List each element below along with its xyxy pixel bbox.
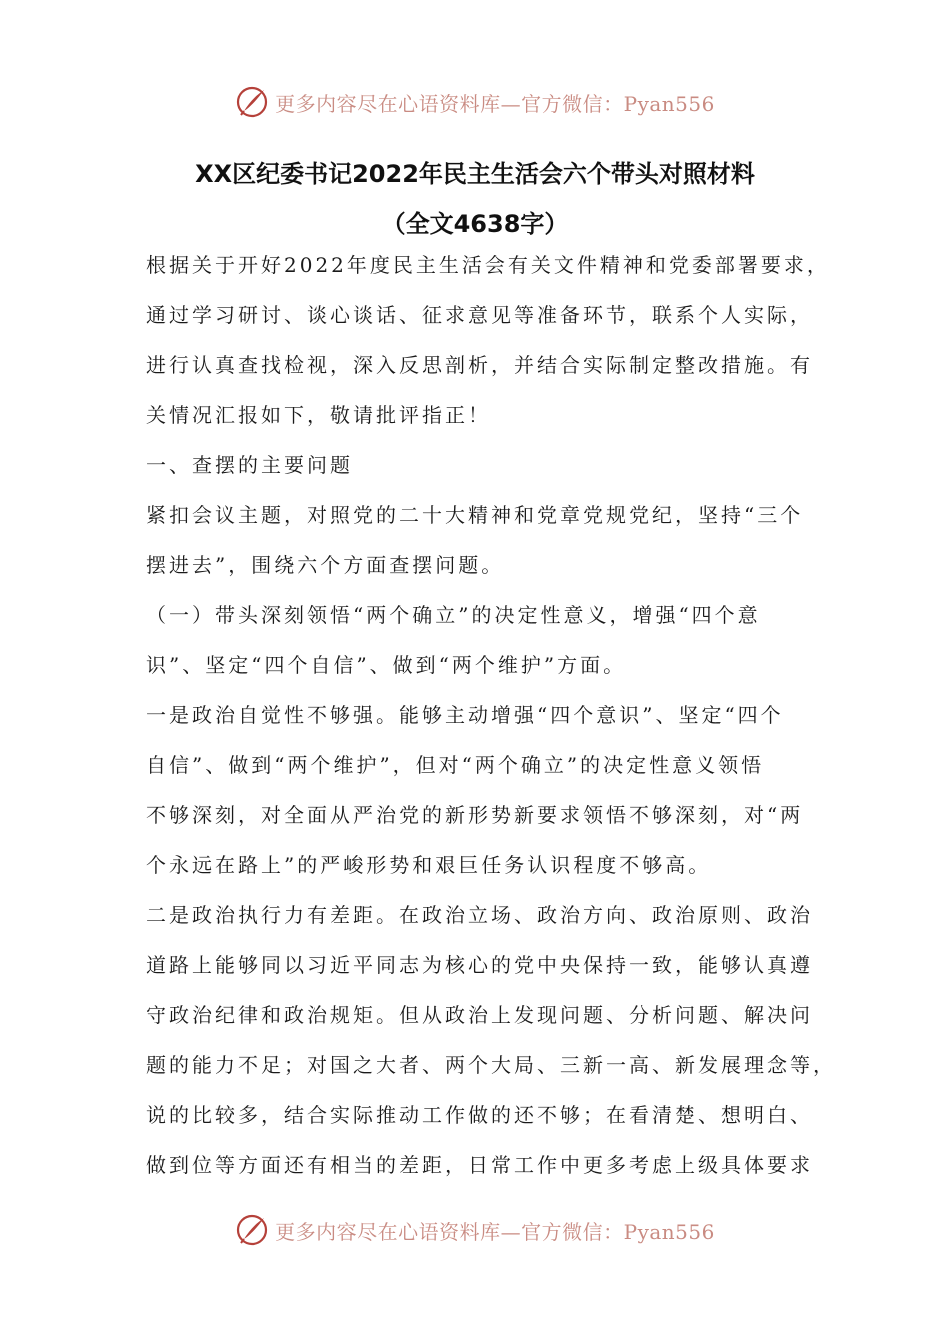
watermark-text: 更多内容尽在心语资料库—官方微信：Pyan556	[275, 1219, 715, 1244]
document-title: XX区纪委书记2022年民主生活会六个带头对照材料	[195, 160, 755, 188]
body-line: 根据关于开好2022年度民主生活会有关文件精神和党委部署要求，	[146, 253, 830, 277]
body-line: 自信”、做到“两个维护”，但对“两个确立”的决定性意义领悟	[146, 753, 765, 777]
body-line: 做到位等方面还有相当的差距，日常工作中更多考虑上级具体要求	[146, 1153, 813, 1177]
body-line: 二是政治执行力有差距。在政治立场、政治方向、政治原则、政治	[146, 903, 813, 927]
watermark-text: 更多内容尽在心语资料库—官方微信：Pyan556	[275, 91, 715, 116]
body-line: 个永远在路上”的严峻形势和艰巨任务认识程度不够高。	[146, 853, 712, 877]
document-subtitle: （全文4638字）	[381, 210, 569, 238]
section-heading: 一、查摆的主要问题	[146, 453, 353, 477]
body-line: 题的能力不足；对国之大者、两个大局、三新一高、新发展理念等，	[146, 1053, 836, 1077]
body-line: 一是政治自觉性不够强。能够主动增强“四个意识”、坚定“四个	[146, 703, 784, 727]
body-line: 不够深刻，对全面从严治党的新形势新要求领悟不够深刻，对“两	[146, 803, 804, 827]
body-line: 道路上能够同以习近平同志为核心的党中央保持一致，能够认真遵	[146, 953, 813, 977]
body-line: 守政治纪律和政治规矩。但从政治上发现问题、分析问题、解决问	[146, 1003, 813, 1027]
header-watermark	[0, 80, 950, 124]
body-line: 关情况汇报如下，敬请批评指正！	[146, 403, 491, 427]
quill-logo-icon	[235, 1213, 269, 1247]
body-line: 进行认真查找检视，深入反思剖析，并结合实际制定整改措施。有	[146, 353, 813, 377]
body-line: 通过学习研讨、谈心谈话、征求意见等准备环节，联系个人实际，	[146, 303, 813, 327]
body-line: 摆进去”，围绕六个方面查摆问题。	[146, 553, 505, 577]
quill-logo-icon	[235, 85, 269, 119]
subsection-heading: （一）带头深刻领悟“两个确立”的决定性意义，增强“四个意	[146, 603, 761, 627]
body-line: 识”、坚定“四个自信”、做到“两个维护”方面。	[146, 653, 627, 677]
body-line: 紧扣会议主题，对照党的二十大精神和党章党规党纪，坚持“三个	[146, 503, 804, 527]
document-body	[146, 240, 836, 1190]
footer-watermark	[0, 1208, 950, 1252]
body-line: 说的比较多，结合实际推动工作做的还不够；在看清楚、想明白、	[146, 1103, 813, 1127]
